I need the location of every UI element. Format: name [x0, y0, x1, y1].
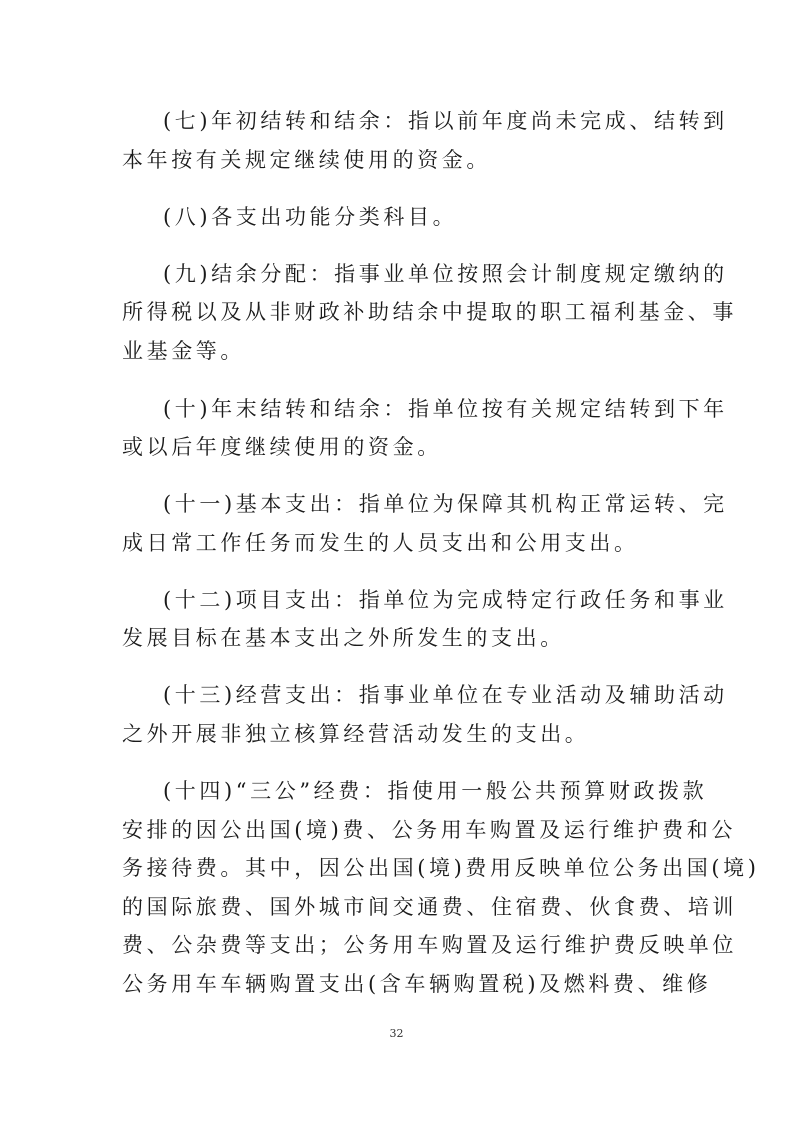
paragraph-14-line-1: (十四)“三公”经费：指使用一般公共预算财政拨款 [163, 779, 708, 803]
paragraph-13-line-2: 之外开展非独立核算经营活动发生的支出。 [122, 722, 590, 746]
paragraph-10-line-2: 或以后年度继续使用的资金。 [122, 435, 442, 459]
paragraph-12-line-2: 发展目标在基本支出之外所发生的支出。 [122, 626, 565, 650]
paragraph-7-line-1: (七)年初结转和结余：指以前年度尚未完成、结转到 [163, 109, 728, 133]
paragraph-7-line-2: 本年按有关规定继续使用的资金。 [122, 148, 491, 172]
paragraph-14-line-5: 费、公杂费等支出；公务用车购置及运行维护费反映单位 [122, 933, 737, 957]
paragraph-9-line-3: 业基金等。 [122, 339, 245, 363]
paragraph-8-line-1: (八)各支出功能分类科目。 [163, 205, 458, 229]
paragraph-14-line-6: 公务用车车辆购置支出(含车辆购置税)及燃料费、维修 [122, 972, 712, 996]
paragraph-14-line-3: 务接待费。其中，因公出国(境)费用反映单位公务出国(境) [122, 856, 760, 880]
paragraph-11-line-2: 成日常工作任务而发生的人员支出和公用支出。 [122, 531, 639, 555]
paragraph-10-line-1: (十)年末结转和结余：指单位按有关规定结转到下年 [163, 397, 728, 421]
paragraph-9-line-1: (九)结余分配：指事业单位按照会计制度规定缴纳的 [163, 262, 728, 286]
paragraph-13-line-1: (十三)经营支出：指事业单位在专业活动及辅助活动 [163, 683, 728, 707]
page-number: 32 [389, 1027, 404, 1040]
paragraph-14-line-2: 安排的因公出国(境)费、公务用车购置及运行维护费和公 [122, 818, 736, 842]
paragraph-9-line-2: 所得税以及从非财政补助结余中提取的职工福利基金、事 [122, 300, 737, 324]
paragraph-12-line-1: (十二)项目支出：指单位为完成特定行政任务和事业 [163, 588, 728, 612]
paragraph-14-line-4: 的国际旅费、国外城市间交通费、住宿费、伙食费、培训 [122, 895, 737, 919]
paragraph-11-line-1: (十一)基本支出：指单位为保障其机构正常运转、完 [163, 492, 728, 516]
